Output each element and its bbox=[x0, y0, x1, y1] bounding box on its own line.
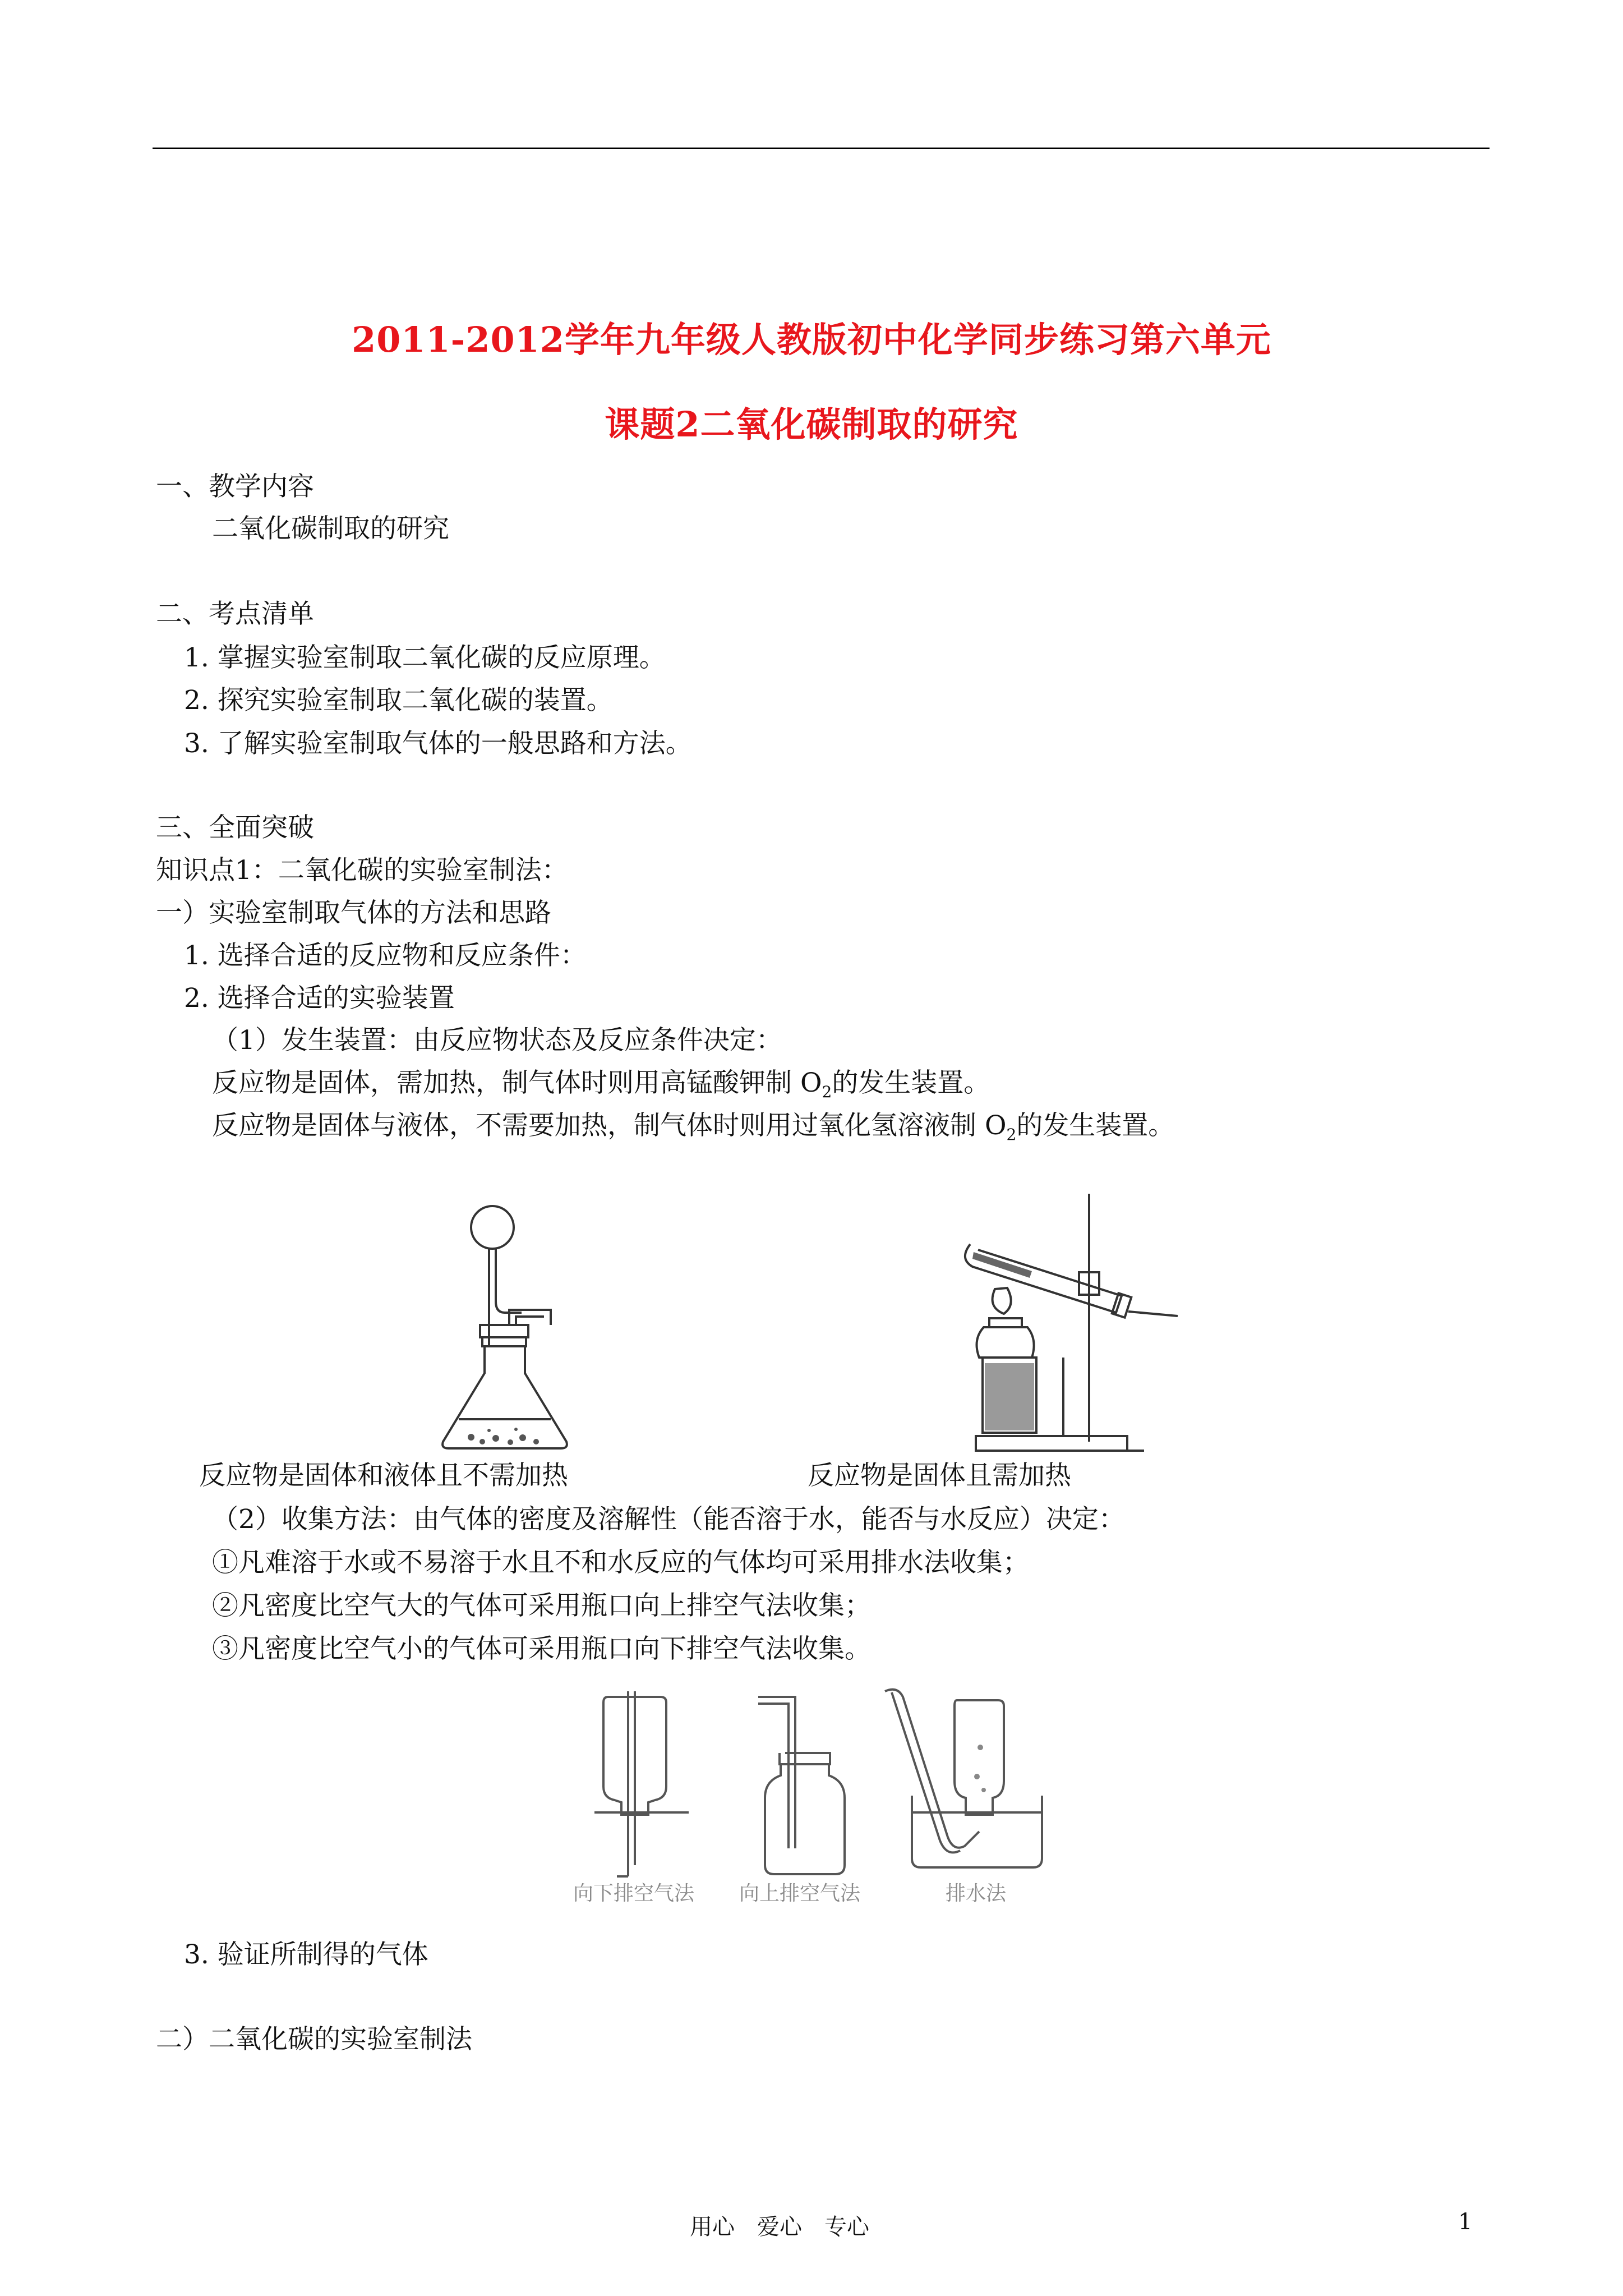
section-1-heading: 一、教学内容 bbox=[156, 471, 314, 502]
conical-flask-apparatus-figure bbox=[426, 1195, 583, 1458]
generator-heading: （1）发生装置：由反应物状态及反应条件决定： bbox=[212, 1025, 782, 1056]
step-1: 1. 选择合适的反应物和反应条件： bbox=[184, 940, 587, 971]
label-downward-air: 向下排空气法 bbox=[573, 1882, 695, 1904]
part-2-heading: 二）二氧化碳的实验室制法 bbox=[156, 2024, 472, 2055]
page-subtitle: 课题2二氧化碳制取的研究 bbox=[605, 404, 1018, 445]
generator-line-2: 反应物是固体与液体，不需要加热，制气体时则用过氧化氢溶液制 $O_2$的发生装置。 bbox=[212, 1110, 1175, 1144]
label-upward-air: 向上排空气法 bbox=[739, 1882, 861, 1904]
section-1-body: 二氧化碳制取的研究 bbox=[212, 513, 449, 544]
knowledge-point-1: 知识点1：二氧化碳的实验室制法： bbox=[156, 855, 568, 886]
part-1-heading: 一）实验室制取气体的方法和思路 bbox=[156, 898, 551, 928]
gas-collection-methods-figure bbox=[561, 1680, 1054, 1904]
generator-line-1: 反应物是固体，需加热，制气体时则用高锰酸钾制 $O_2$的发生装置。 bbox=[212, 1068, 990, 1101]
heated-test-tube-apparatus-figure bbox=[953, 1189, 1200, 1458]
section-2-heading: 二、考点清单 bbox=[156, 599, 314, 629]
collection-rule-3: ③凡密度比空气小的气体可采用瓶口向下排空气法收集。 bbox=[212, 1634, 871, 1664]
collection-rule-1: ①凡难溶于水或不易溶于水且不和水反应的气体均可采用排水法收集； bbox=[212, 1547, 1029, 1578]
list-item: 1. 掌握实验室制取二氧化碳的反应原理。 bbox=[184, 642, 666, 673]
list-item: 3. 了解实验室制取气体的一般思路和方法。 bbox=[184, 728, 692, 759]
page-number: 1 bbox=[1458, 2209, 1473, 2235]
collection-rule-2: ②凡密度比空气大的气体可采用瓶口向上排空气法收集； bbox=[212, 1590, 871, 1621]
caption-left: 反应物是固体和液体且不需加热 bbox=[199, 1460, 568, 1491]
caption-right: 反应物是固体且需加热 bbox=[808, 1460, 1071, 1491]
step-2: 2. 选择合适的实验装置 bbox=[184, 983, 455, 1014]
page-title: 2011-2012学年九年级人教版初中化学同步练习第六单元 bbox=[352, 319, 1271, 360]
footer-motto: 用心 爱心 专心 bbox=[690, 2214, 869, 2240]
collection-heading: （2）收集方法：由气体的密度及溶解性（能否溶于水，能否与水反应）决定： bbox=[212, 1504, 1125, 1535]
section-3-heading: 三、全面突破 bbox=[156, 812, 314, 843]
step-3: 3. 验证所制得的气体 bbox=[184, 1939, 428, 1970]
list-item: 2. 探究实验室制取二氧化碳的装置。 bbox=[184, 685, 613, 716]
header-rule bbox=[153, 148, 1490, 149]
label-water-displacement: 排水法 bbox=[946, 1882, 1007, 1904]
